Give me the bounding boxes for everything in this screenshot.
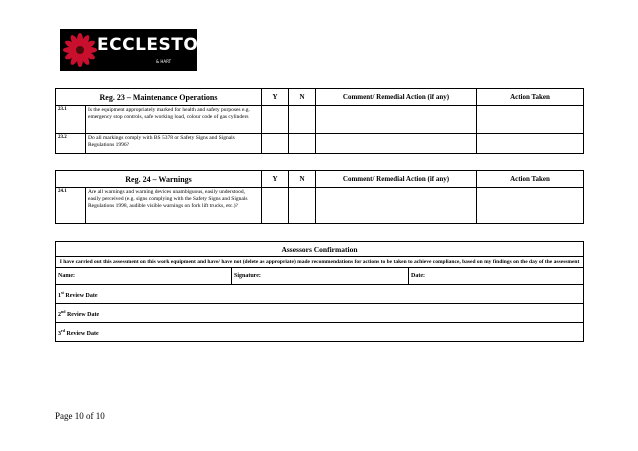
reg23-y-header: Y [262,89,289,106]
brand-sub-top: & [156,59,160,64]
reg24-comment-header: Comment/ Remedial Action (if any) [316,171,477,188]
n-cell[interactable] [289,134,316,154]
comment-cell[interactable] [316,134,477,154]
date-field[interactable] [409,268,584,285]
reg24-title: Reg. 24 – Warnings [56,171,262,188]
name-field[interactable] [56,268,232,285]
reg24-action-header: Action Taken [477,171,584,188]
first-review-date-field[interactable] [56,285,584,304]
row-number: 23.2 [56,134,86,154]
action-cell[interactable] [477,134,584,154]
flower-logo-icon [63,32,97,68]
reg24-table [55,170,584,224]
y-cell[interactable] [262,188,289,224]
name-label: Name: [58,273,75,279]
page-number: Page 10 of 10 [55,411,105,421]
row-question: Are all warnings and warning devices unambiguous, easily understood, easily perceived (e.g. signs complying with the Safety Signs and Signals Regulations 1998, audible visible warnings on fork lift trucks, etc.)? [86,188,262,224]
review2-sup: nd [61,308,66,314]
assessors-confirmation-table [55,241,584,342]
signature-field[interactable] [232,268,409,285]
reg23-n-header: N [289,89,316,106]
review3-label: Review Date [65,330,99,337]
review1-label: Review Date [63,292,98,299]
confirmation-title: Assessors Confirmation [56,242,584,257]
review2-label: Review Date [65,311,100,318]
row-question: Is the equipment appropriately marked for health and safety purposes e.g. emergency stop controls, safe working load, colour code of gas cylinders [86,106,262,134]
reg23-action-header: Action Taken [477,89,584,106]
action-cell[interactable] [477,106,584,134]
date-label: Date: [411,273,425,279]
reg24-n-header: N [289,171,316,188]
reg24-y-header: Y [262,171,289,188]
review1-sup: st [61,289,64,295]
reg23-header-row [56,89,584,106]
y-cell[interactable] [262,106,289,134]
reg24-header-row [56,171,584,188]
review2-num: 2 [58,311,61,318]
review3-num: 3 [58,330,61,337]
brand-sub [156,59,171,64]
confirmation-statement: I have carried out this assessment on this work equipment and have/ have not (delete as appropriate) made recommendations for actions to be taken to achieve compliance, based on my findings on the day of the assessment [56,257,584,268]
table-row [56,134,584,154]
table-row [56,188,584,224]
table-row [56,106,584,134]
row-number: 24.1 [56,188,86,224]
review1-num: 1 [58,292,61,299]
third-review-date-field[interactable] [56,323,584,342]
y-cell[interactable] [262,134,289,154]
brand-name: ECCLESTON [97,35,214,55]
row-question: Do all markings comply with BS 5378 or Safety Signs and Signals Regulations 1996? [86,134,262,154]
action-cell[interactable] [477,188,584,224]
company-logo [60,29,214,71]
reg23-title: Reg. 23 – Maintenance Operations [56,89,262,106]
reg23-table [55,88,584,154]
comment-cell[interactable] [316,188,477,224]
comment-cell[interactable] [316,106,477,134]
signature-label: Signature: [234,273,261,279]
row-number: 23.1 [56,106,86,134]
review3-sup: rd [61,327,65,333]
n-cell[interactable] [289,188,316,224]
brand-sub-bottom: HART [160,59,172,64]
n-cell[interactable] [289,106,316,134]
reg23-comment-header: Comment/ Remedial Action (if any) [316,89,477,106]
second-review-date-field[interactable] [56,304,584,323]
